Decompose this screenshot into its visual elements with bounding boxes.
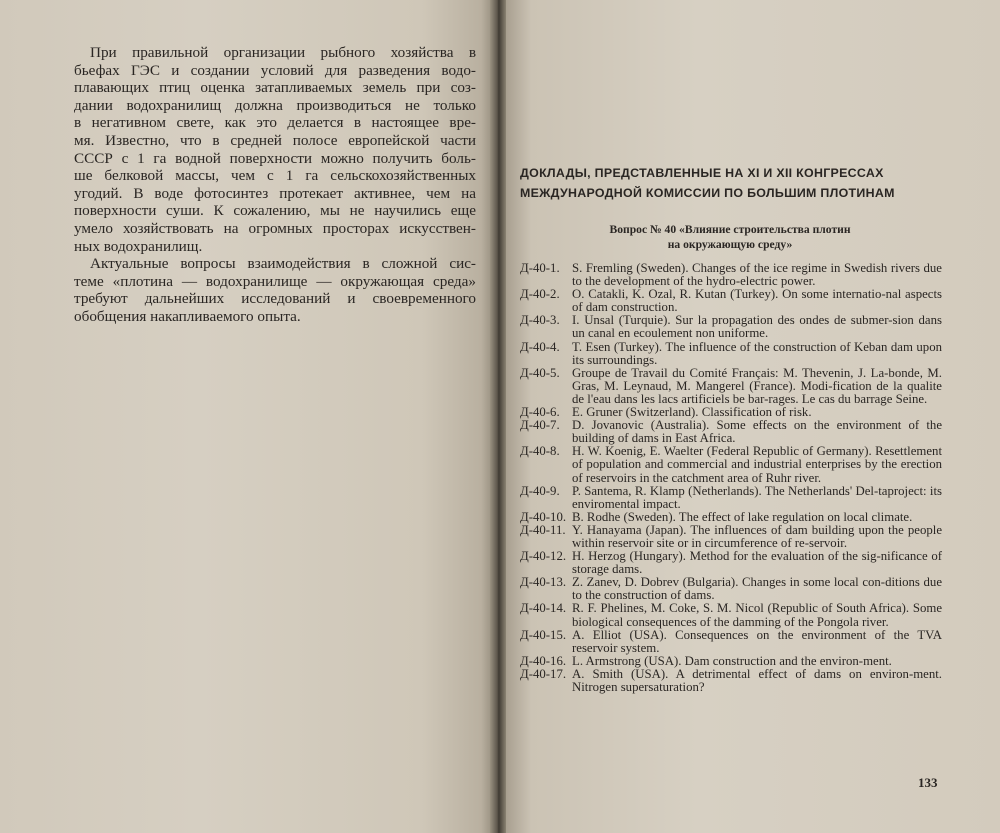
section-heading: [520, 163, 940, 203]
reference-text: Y. Hanayama (Japan). The influences of dam building upon the people within reservoir site or in circumference of re-servoir.: [572, 522, 942, 550]
reference-code: Д-40-3.: [520, 313, 560, 328]
text-line: При правильной организации рыбного хозяйства в: [90, 44, 476, 61]
text-line: ше белковой массы, чем с 1 га сельскохозяйственных: [74, 167, 476, 185]
question-line: Вопрос № 40 «Влияние строительства плотин: [609, 223, 851, 236]
reference-item: [520, 314, 942, 340]
reference-item: [520, 341, 942, 367]
reference-text: I. Unsal (Turquie). Sur la propagation des ondes de submer-sion dans un canal en ecoulement non uniforme.: [572, 313, 942, 341]
text-line: теме «плотина — водохранилище — окружающая среда»: [74, 272, 476, 290]
reference-code: Д-40-1.: [520, 261, 560, 275]
reference-text: H. W. Koenig, E. Waelter (Federal Republic of Germany). Resettlement of population and commercial and industrial enterprises by the erection of reservoirs in the catchment area of Ruhr river.: [572, 444, 942, 485]
reference-item: [520, 629, 942, 655]
reference-code: Д-40-4.: [520, 339, 560, 354]
reference-item: [520, 445, 942, 484]
reference-text: E. Gruner (Switzerland). Classification of risk.: [572, 405, 812, 420]
reference-text: O. Catakli, K. Ozal, R. Kutan (Turkey). On some internatio-nal aspects of dam construction.: [572, 287, 942, 315]
reference-item: [520, 485, 942, 511]
text-line: обобщения накапливаемого опыта.: [74, 307, 301, 325]
reference-code: Д-40-5.: [520, 365, 560, 380]
reference-text: A. Smith (USA). A detrimental effect of dams on environ-ment. Nitrogen supersaturation?: [572, 666, 942, 694]
paragraph: [58, 255, 476, 325]
reference-text: A. Elliot (USA). Consequences on the environment of the TVA reservoir system.: [572, 627, 942, 655]
reference-code: Д-40-15.: [520, 627, 567, 642]
heading-line: ДОКЛАДЫ, ПРЕДСТАВЛЕННЫЕ НА XI И XII КОНГРЕССАХ: [520, 166, 884, 180]
reference-text: Z. Zanev, D. Dobrev (Bulgaria). Changes in some local con-ditions due to the construction of dams.: [572, 575, 942, 603]
question-title: [520, 222, 940, 252]
reference-item: [520, 419, 942, 445]
question-line: на окружающую среду»: [667, 238, 793, 251]
text-line: умело хозяйствовать на огромных просторах искусствен-: [74, 219, 476, 237]
text-line: требуют дальнейших исследований и своевременного: [74, 290, 476, 308]
heading-line: МЕЖДУНАРОДНОЙ КОМИССИИ ПО БОЛЬШИМ ПЛОТИНАМ: [520, 186, 895, 200]
reference-list: [520, 262, 942, 694]
text-line: дании водохранилищ должна производиться не только: [74, 96, 476, 114]
reference-text: D. Jovanovic (Australia). Some effects on the environment of the building of dams in East Africa.: [572, 418, 942, 446]
reference-item: [520, 262, 942, 288]
reference-text: T. Esen (Turkey). The influence of the construction of Keban dam upon its surroundings.: [572, 339, 942, 367]
reference-code: Д-40-10.: [520, 509, 567, 524]
reference-item: [520, 524, 942, 550]
reference-text: R. F. Phelines, M. Coke, S. M. Nicol (Republic of South Africa). Some biological consequences of the damming of the Pongola river.: [572, 601, 942, 629]
reference-code: Д-40-7.: [520, 418, 560, 433]
reference-code: Д-40-8.: [520, 444, 560, 459]
reference-item: [520, 288, 942, 314]
text-line: мя. Известно, что в средней полосе европейской части: [74, 131, 476, 149]
reference-code: Д-40-17.: [520, 666, 567, 681]
reference-code: Д-40-16.: [520, 653, 567, 668]
left-page: [0, 0, 496, 833]
reference-text: Groupe de Travail du Comité Français: M. Thevenin, J. La-bonde, M. Gras, M. Leynaud, M. Mangerel (France). Modi-fication de la qualite de l'eau dans les lacs artificiels be bar-rages. Le cas du barrage Seine.: [572, 365, 942, 406]
text-line: бьефах ГЭС и создании условий для разведения водо-: [74, 61, 476, 79]
reference-code: Д-40-2.: [520, 287, 560, 302]
page-number: 133: [918, 775, 938, 790]
reference-text: P. Santema, R. Klamp (Netherlands). The Netherlands' Del-taproject: its enviromental impact.: [572, 483, 942, 511]
paragraph: [58, 44, 476, 255]
reference-item: [520, 550, 942, 576]
reference-code: Д-40-12.: [520, 549, 567, 564]
left-page-body: [58, 44, 476, 326]
reference-code: Д-40-9.: [520, 483, 560, 498]
reference-text: S. Fremling (Sweden). Changes of the ice regime in Swedish rivers due to the development of the hydro-electric power.: [572, 261, 942, 289]
reference-code: Д-40-6.: [520, 405, 560, 420]
text-line: плавающих птиц оценка затапливаемых земель при соз-: [74, 79, 476, 97]
reference-item: [520, 576, 942, 602]
reference-item: [520, 668, 942, 694]
reference-item: [520, 511, 942, 524]
reference-code: Д-40-13.: [520, 575, 567, 590]
text-line: ных водохранилищ.: [74, 237, 203, 255]
reference-text: L. Armstrong (USA). Dam construction and the environ-ment.: [572, 653, 892, 668]
reference-item: [520, 602, 942, 628]
reference-item: [520, 655, 942, 668]
book-gutter: [490, 0, 506, 833]
reference-item: [520, 367, 942, 406]
reference-text: B. Rodhe (Sweden). The effect of lake regulation on local climate.: [572, 509, 913, 524]
reference-text: H. Herzog (Hungary). Method for the evaluation of the sig-nificance of storage dams.: [572, 549, 942, 577]
reference-code: Д-40-14.: [520, 601, 567, 616]
text-line: СССР с 1 га водной поверхности можно получить боль-: [74, 149, 476, 167]
text-line: Актуальные вопросы взаимодействия в сложной сис-: [90, 255, 476, 273]
reference-code: Д-40-11.: [520, 522, 566, 537]
text-line: поверхности суши. К сожалению, мы не научились еще: [74, 202, 476, 220]
text-line: угодий. В воде фотосинтез протекает активнее, чем на: [74, 184, 476, 202]
text-line: в негативном свете, как это делается в настоящее вре-: [74, 114, 476, 132]
